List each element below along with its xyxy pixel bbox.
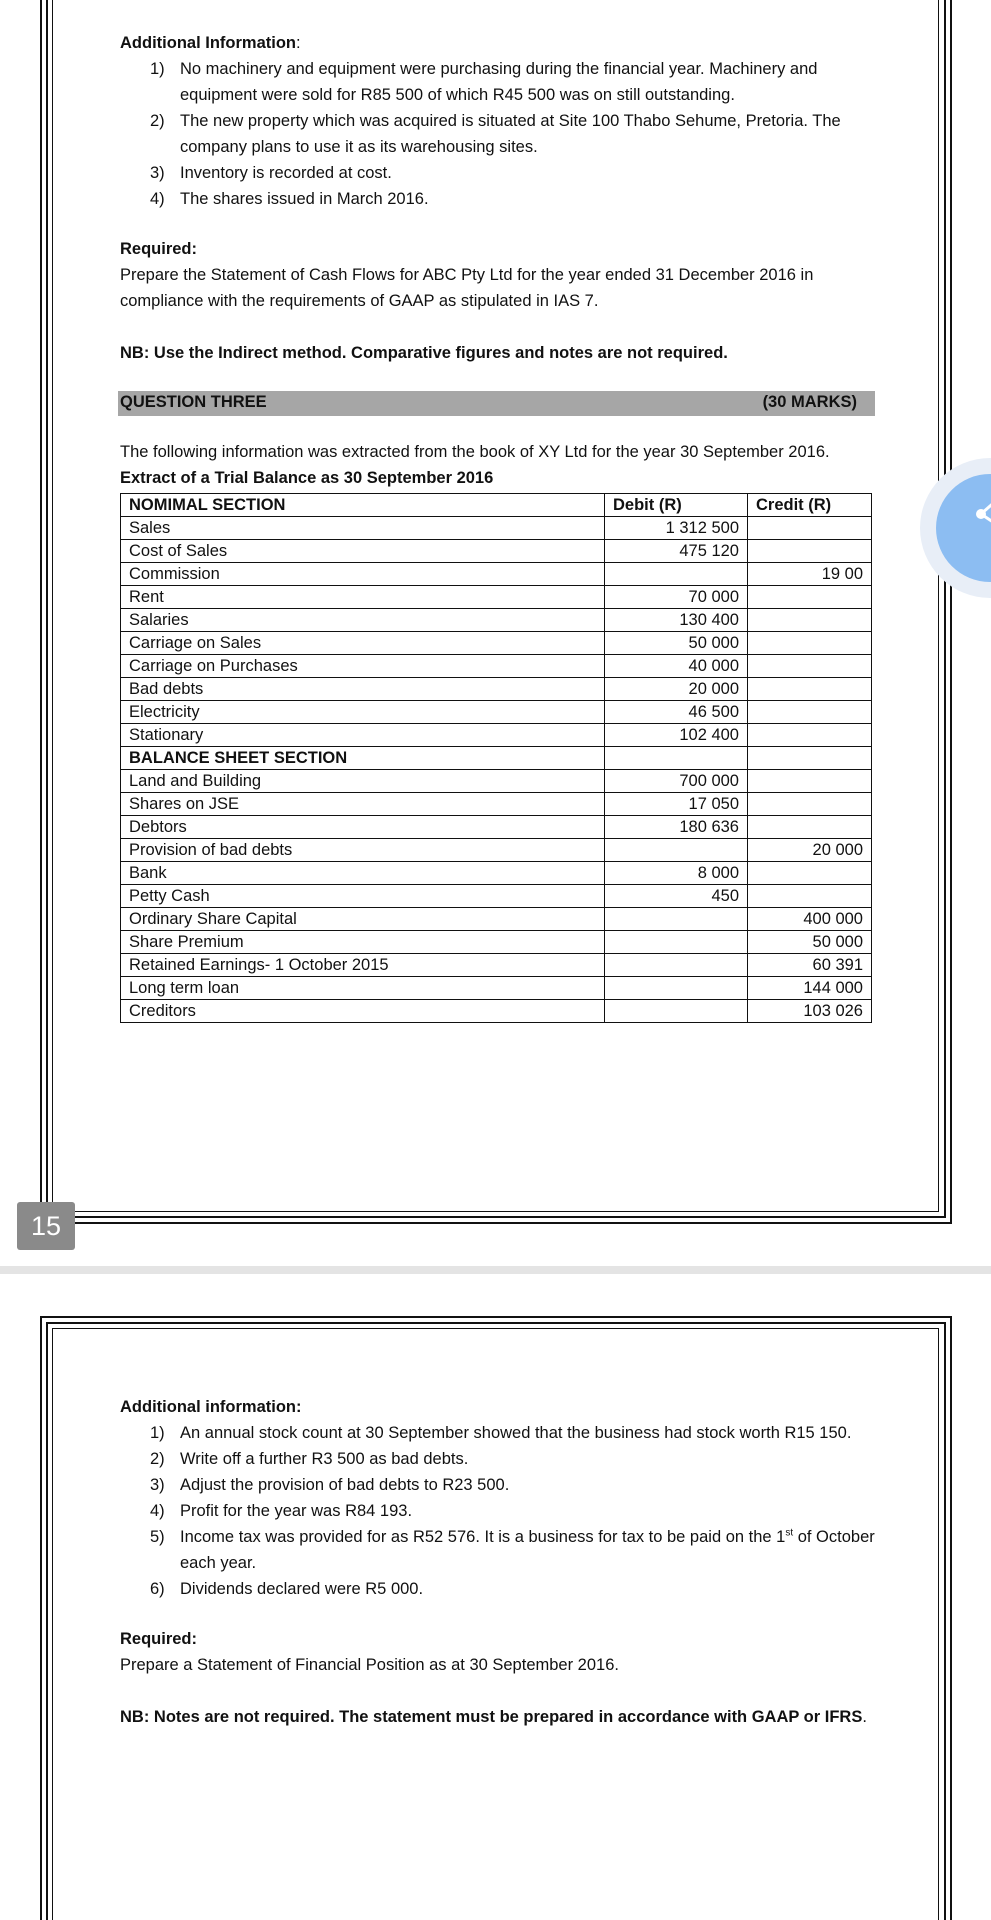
page-number-badge: 15 xyxy=(17,1202,75,1250)
table-cell-credit xyxy=(748,609,872,632)
table-cell-label: BALANCE SHEET SECTION xyxy=(121,747,605,770)
table-cell-credit: 50 000 xyxy=(748,931,872,954)
list-item: 2) The new property which was acquired is situated at Site 100 Thabo Sehume, Pretoria. The company plans to use it as its warehousing sites. xyxy=(150,112,841,156)
table-cell-label: Carriage on Purchases xyxy=(121,655,605,678)
nb-note: NB: Use the Indirect method. Comparative figures and notes are not required. xyxy=(120,344,728,362)
table-row xyxy=(121,632,872,655)
page-border xyxy=(46,1216,946,1218)
table-cell-label: Share Premium xyxy=(121,931,605,954)
table-cell-credit xyxy=(748,517,872,540)
list-item: 5) Income tax was provided for as R52 576. It is a business for tax to be paid on the 1st of October each year. xyxy=(150,1527,875,1572)
table-header-cell: Debit (R) xyxy=(605,494,748,517)
page-border xyxy=(950,0,952,1224)
table-cell-debit xyxy=(605,839,748,862)
table-cell-label: Long term loan xyxy=(121,977,605,1000)
page-border xyxy=(944,1322,946,1920)
table-cell-credit xyxy=(748,770,872,793)
table-cell-label: Retained Earnings- 1 October 2015 xyxy=(121,954,605,977)
table-cell-label: Stationary xyxy=(121,724,605,747)
table-header-cell: NOMIMAL SECTION xyxy=(121,494,605,517)
floating-share-widget-icon[interactable] xyxy=(920,458,991,598)
table-cell-credit xyxy=(748,862,872,885)
page-border xyxy=(938,0,939,1212)
page-border xyxy=(52,1328,939,1329)
table-cell-label: Bad debts xyxy=(121,678,605,701)
page-border xyxy=(944,0,946,1218)
table-row xyxy=(121,540,872,563)
table-row xyxy=(121,609,872,632)
table-cell-credit xyxy=(748,678,872,701)
table-cell-debit xyxy=(605,977,748,1000)
table-cell-credit: 103 026 xyxy=(748,1000,872,1023)
required-heading: Required: xyxy=(120,1630,198,1648)
table-row xyxy=(121,954,872,977)
list-item: 1) No machinery and equipment were purchasing during the financial year. Machinery and equipment were sold for R85 500 of which R45 500 was on still outstanding. xyxy=(150,60,818,104)
page-border xyxy=(52,1328,53,1920)
table-cell-label: Rent xyxy=(121,586,605,609)
additional-info-list xyxy=(120,1420,880,1602)
table-cell-debit: 17 050 xyxy=(605,793,748,816)
table-cell-credit: 400 000 xyxy=(748,908,872,931)
page-separator xyxy=(0,1266,991,1274)
table-row xyxy=(121,563,872,586)
table-cell-label: Creditors xyxy=(121,1000,605,1023)
required-text: Prepare the Statement of Cash Flows for ABC Pty Ltd for the year ended 31 December 2016 in compliance with the requirements of GAAP as stipulated in IAS 7. xyxy=(120,266,814,310)
page-border xyxy=(950,1316,952,1920)
table-cell-debit: 50 000 xyxy=(605,632,748,655)
table-cell-credit: 20 000 xyxy=(748,839,872,862)
additional-info-heading: Additional Information: xyxy=(120,34,301,52)
page-border xyxy=(40,0,42,1224)
table-cell-credit xyxy=(748,540,872,563)
extract-title: Extract of a Trial Balance as 30 September 2016 xyxy=(120,469,494,487)
table-row xyxy=(121,793,872,816)
table-cell-debit: 130 400 xyxy=(605,609,748,632)
table-cell-debit: 40 000 xyxy=(605,655,748,678)
table-cell-credit xyxy=(748,724,872,747)
page-border xyxy=(40,1316,952,1318)
list-item: 1) An annual stock count at 30 September showed that the business had stock worth R15 150. xyxy=(150,1424,852,1442)
table-row xyxy=(121,517,872,540)
table-cell-debit: 475 120 xyxy=(605,540,748,563)
table-cell-credit xyxy=(748,747,872,770)
table-cell-debit: 700 000 xyxy=(605,770,748,793)
table-cell-debit: 102 400 xyxy=(605,724,748,747)
page-border xyxy=(52,0,53,1212)
table-cell-debit xyxy=(605,908,748,931)
table-header-cell: Credit (R) xyxy=(748,494,872,517)
table-cell-debit: 20 000 xyxy=(605,678,748,701)
table-cell-debit xyxy=(605,931,748,954)
list-item: 4) The shares issued in March 2016. xyxy=(150,190,429,208)
table-cell-label: Electricity xyxy=(121,701,605,724)
table-row xyxy=(121,977,872,1000)
table-cell-label: Cost of Sales xyxy=(121,540,605,563)
table-cell-debit: 46 500 xyxy=(605,701,748,724)
required-heading: Required: xyxy=(120,240,198,258)
table-row xyxy=(121,678,872,701)
question-header-bar xyxy=(118,391,875,416)
page-border xyxy=(40,1222,952,1224)
table-cell-debit xyxy=(605,954,748,977)
page-border xyxy=(46,0,48,1218)
question-title: QUESTION THREE xyxy=(120,393,267,411)
page-border xyxy=(46,1322,48,1920)
table-cell-debit: 180 636 xyxy=(605,816,748,839)
table-cell-credit xyxy=(748,586,872,609)
table-row xyxy=(121,701,872,724)
table-row xyxy=(121,839,872,862)
table-cell-credit: 19 00 xyxy=(748,563,872,586)
table-cell-debit xyxy=(605,563,748,586)
table-cell-credit xyxy=(748,701,872,724)
table-cell-label: Carriage on Sales xyxy=(121,632,605,655)
table-section-row xyxy=(121,747,872,770)
page-border xyxy=(938,1328,939,1920)
list-item: 4) Profit for the year was R84 193. xyxy=(150,1502,413,1520)
table-cell-debit: 450 xyxy=(605,885,748,908)
required-text: Prepare a Statement of Financial Position as at 30 September 2016. xyxy=(120,1656,619,1674)
table-cell-debit: 70 000 xyxy=(605,586,748,609)
table-cell-credit xyxy=(748,885,872,908)
list-item: 2) Write off a further R3 500 as bad debts. xyxy=(150,1450,469,1468)
table-row xyxy=(121,586,872,609)
table-row xyxy=(121,931,872,954)
table-row xyxy=(121,655,872,678)
table-cell-credit: 144 000 xyxy=(748,977,872,1000)
question-marks: (30 MARKS) xyxy=(762,393,857,411)
table-cell-label: Commission xyxy=(121,563,605,586)
table-cell-credit xyxy=(748,793,872,816)
table-cell-label: Sales xyxy=(121,517,605,540)
table-cell-credit xyxy=(748,655,872,678)
document-page-2 xyxy=(0,1274,991,1920)
table-row xyxy=(121,1000,872,1023)
widget-inner xyxy=(936,474,991,582)
page-border xyxy=(46,1322,946,1324)
table-cell-credit xyxy=(748,816,872,839)
share-icon xyxy=(936,474,991,582)
page-border xyxy=(40,1316,42,1920)
table-cell-credit xyxy=(748,632,872,655)
table-cell-label: Land and Building xyxy=(121,770,605,793)
table-cell-debit: 8 000 xyxy=(605,862,748,885)
page-border xyxy=(52,1211,939,1212)
table-cell-label: Bank xyxy=(121,862,605,885)
table-cell-debit xyxy=(605,1000,748,1023)
table-row xyxy=(121,908,872,931)
table-header-row xyxy=(121,494,872,517)
table-row xyxy=(121,885,872,908)
table-cell-label: Salaries xyxy=(121,609,605,632)
question-intro: The following information was extracted from the book of XY Ltd for the year 30 September 2016. xyxy=(120,443,830,461)
table-cell-label: Debtors xyxy=(121,816,605,839)
trial-balance-table xyxy=(120,493,872,1023)
table-row xyxy=(121,816,872,839)
table-row xyxy=(121,724,872,747)
table-row xyxy=(121,770,872,793)
table-cell-label: Ordinary Share Capital xyxy=(121,908,605,931)
table-cell-debit xyxy=(605,747,748,770)
table-cell-debit: 1 312 500 xyxy=(605,517,748,540)
list-item: 3) Adjust the provision of bad debts to R23 500. xyxy=(150,1476,510,1494)
table-row xyxy=(121,862,872,885)
table-cell-label: Provision of bad debts xyxy=(121,839,605,862)
additional-info-list xyxy=(120,56,880,212)
table-cell-label: Shares on JSE xyxy=(121,793,605,816)
table-cell-credit: 60 391 xyxy=(748,954,872,977)
list-item: 6) Dividends declared were R5 000. xyxy=(150,1580,424,1598)
additional-info-heading: Additional information: xyxy=(120,1398,302,1416)
list-item: 3) Inventory is recorded at cost. xyxy=(150,164,392,182)
table-cell-label: Petty Cash xyxy=(121,885,605,908)
nb-note: NB: Notes are not required. The statement must be prepared in accordance with GAAP or IFRS. xyxy=(120,1708,867,1726)
